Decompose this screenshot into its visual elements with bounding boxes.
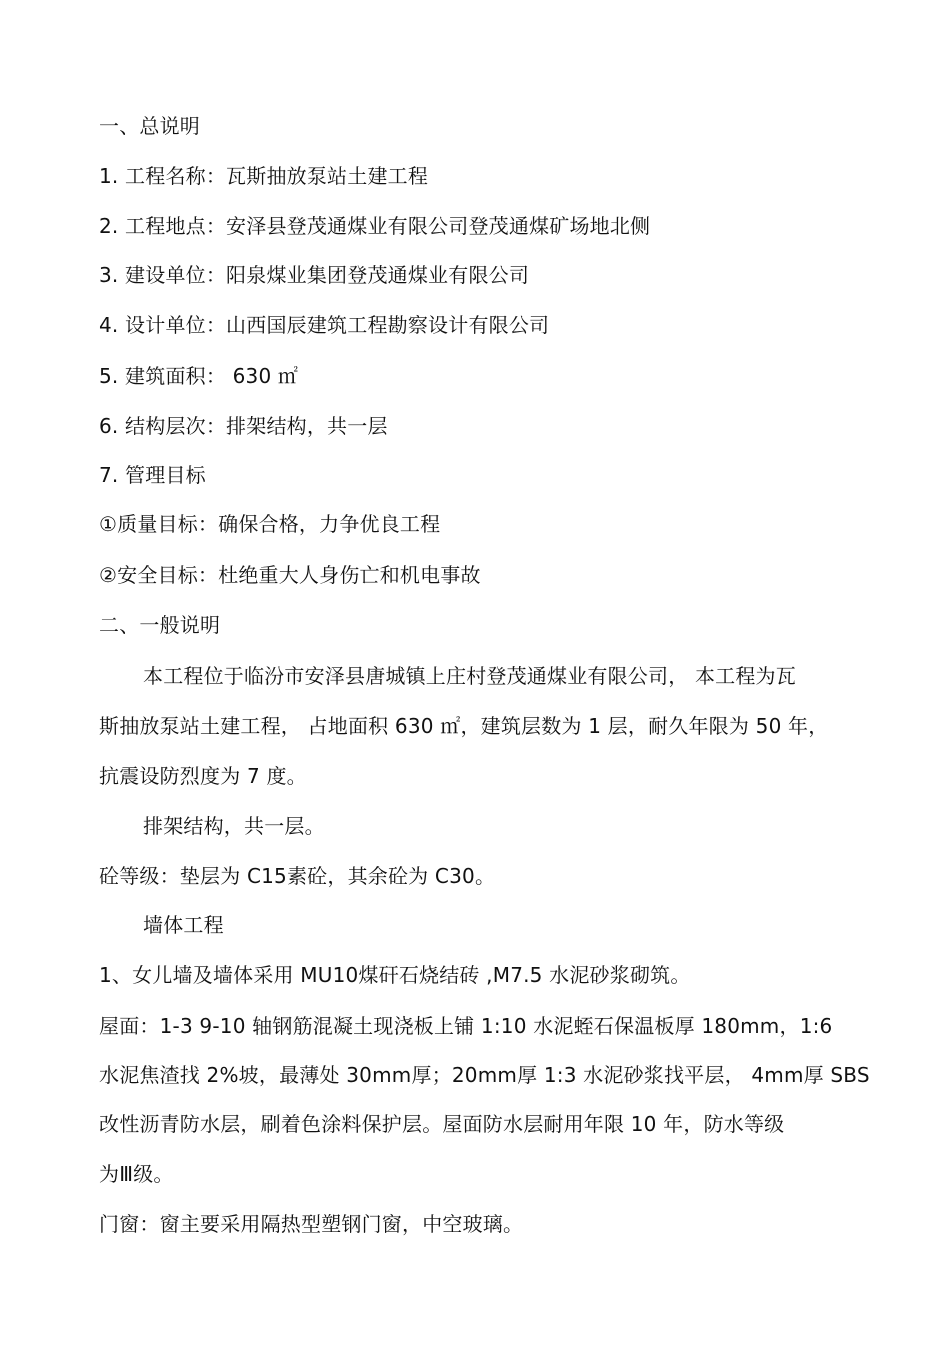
management-goal-line: 7. 管理目标 bbox=[99, 463, 206, 487]
construction-unit-line: 3. 建设单位：阳泉煤业集团登茂通煤业有限公司 bbox=[99, 263, 530, 287]
concrete-grade-line: 砼等级：垫层为 C15素砼，其余砼为 C30。 bbox=[99, 864, 496, 888]
wall-material-line: 1、女儿墙及墙体采用 MU10煤矸石烧结砖 ,M7.5 水泥砂浆砌筑。 bbox=[99, 963, 691, 987]
structure-paragraph: 排架结构，共一层。 bbox=[143, 814, 325, 838]
roof-line-4: 为Ⅲ级。 bbox=[99, 1162, 174, 1186]
body-paragraph-line-2: 斯抽放泵站土建工程， 占地面积 630 ㎡，建筑层数为 1 层，耐久年限为 50 年， bbox=[99, 714, 829, 738]
safety-goal-line: ②安全目标：杜绝重大人身伤亡和机电事故 bbox=[99, 563, 481, 587]
project-location-line: 2. 工程地点：安泽县登茂通煤业有限公司登茂通煤矿场地北侧 bbox=[99, 214, 651, 238]
body-paragraph-line-3: 抗震设防烈度为 7 度。 bbox=[99, 764, 307, 788]
project-name-line: 1. 工程名称：瓦斯抽放泵站土建工程 bbox=[99, 164, 429, 188]
roof-line-2: 水泥焦渣找 2%坡，最薄处 30mm厚；20mm厚 1:3 水泥砂浆找平层， 4mm厚 SBS bbox=[99, 1063, 870, 1087]
design-unit-line: 4. 设计单位：山西国辰建筑工程勘察设计有限公司 bbox=[99, 313, 550, 337]
quality-goal-line: ①质量目标：确保合格，力争优良工程 bbox=[99, 512, 441, 536]
roof-line-1: 屋面：1-3 9-10 轴钢筋混凝土现浇板上铺 1:10 水泥蛭石保温板厚 180mm，1:6 bbox=[99, 1014, 833, 1038]
body-paragraph-line-1: 本工程位于临汾市安泽县唐城镇上庄村登茂通煤业有限公司， 本工程为瓦 bbox=[143, 664, 796, 688]
wall-works-heading: 墙体工程 bbox=[143, 913, 224, 937]
building-area-line: 5. 建筑面积： 630 ㎡ bbox=[99, 364, 299, 388]
doors-windows-line: 门窗：窗主要采用隔热型塑钢门窗，中空玻璃。 bbox=[99, 1212, 524, 1236]
roof-line-3: 改性沥青防水层，刷着色涂料保护层。屋面防水层耐用年限 10 年，防水等级 bbox=[99, 1112, 785, 1136]
structure-level-line: 6. 结构层次：排架结构，共一层 bbox=[99, 414, 388, 438]
section-heading-general: 一、总说明 bbox=[99, 114, 200, 138]
section-heading-general-notes: 二、一般说明 bbox=[99, 613, 221, 637]
